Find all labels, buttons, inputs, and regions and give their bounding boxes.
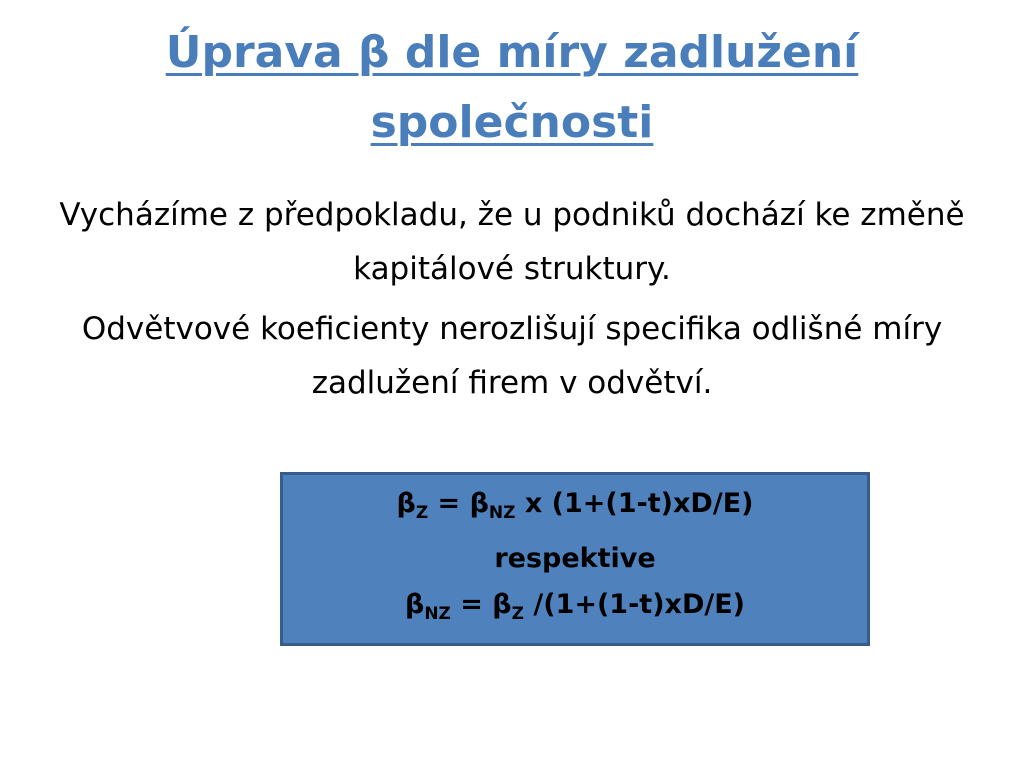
formula-2-equals-beta: = β bbox=[450, 589, 512, 620]
formula-2-beta: β bbox=[404, 589, 425, 620]
slide-title bbox=[0, 18, 1024, 158]
slide-title-line-2: společnosti bbox=[370, 97, 654, 148]
formula-line-1 bbox=[283, 481, 867, 536]
formula-1-lhs-subscript: Z bbox=[415, 503, 429, 523]
formula-2-rhs-subscript: Z bbox=[511, 604, 524, 624]
formula-1-equals-beta: = β bbox=[428, 488, 489, 519]
formula-1-rhs-subscript: NZ bbox=[488, 503, 516, 523]
formula-1-beta: β bbox=[396, 488, 416, 519]
body-paragraph-2: Odvětvové koeficienty nerozlišují specifika odlišné míry zadlužení firem v odvětví. bbox=[81, 311, 943, 401]
formula-1-expression: x (1+(1-t)xD/E) bbox=[515, 488, 754, 519]
formula-2-lhs-subscript: NZ bbox=[424, 604, 451, 624]
formula-connector: respektive bbox=[494, 543, 656, 574]
formula-box bbox=[280, 472, 870, 646]
body-paragraph-1: Vycházíme z předpokladu, že u podniků dochází ke změně kapitálové struktury. bbox=[59, 197, 965, 287]
slide-body bbox=[50, 188, 974, 416]
formula-line-2 bbox=[283, 582, 867, 637]
slide-title-line-1: Úprava β dle míry zadlužení bbox=[165, 27, 859, 78]
formula-2-expression: /(1+(1-t)xD/E) bbox=[523, 589, 746, 620]
